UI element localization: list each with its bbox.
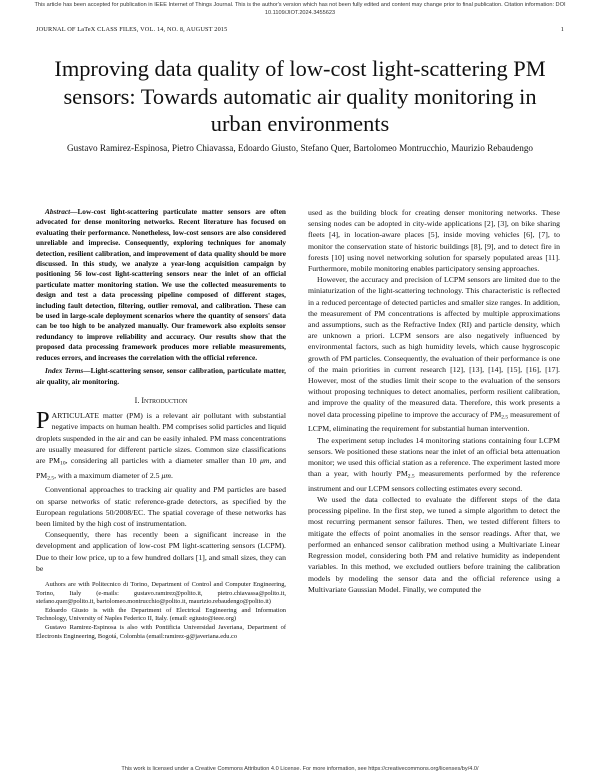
lead-caps: ARTICULATE	[51, 411, 99, 421]
author-list: Gustavo Ramirez-Espinosa, Pietro Chiavassa, Edoardo Giusto, Stefano Quer, Bartolomeo Montrucchio, Maurizio Rebaudengo	[66, 143, 534, 153]
page-number: 1	[560, 26, 564, 33]
body-paragraph: The experiment setup includes 14 monitoring stations containing four LCPM sensors. We positioned these stations near the inlet of an official beta attenuation monitor; we used this official station as a reference. The experiment lasted more than a year, with hourly $PM_{2.5}$ measurements performed by the reference instrument and our LCPM sensors collecting estimates every second.	[308, 435, 560, 493]
footnote: Edoardo Giusto is with the Department of Electrical Engineering and Information Technology, University of Naples Federico II, Italy. (email: egiusto@ieee.org)	[36, 606, 286, 623]
right-column	[308, 207, 560, 595]
index-terms-text: —Light-scattering sensor, sensor calibration, particulate matter, air quality, air monitoring.	[36, 366, 286, 386]
journal-name: JOURNAL OF LaTeX CLASS FILES, VOL. 14, NO. 8, AUGUST 2015	[36, 26, 228, 33]
intro-paragraph-2: Conventional approaches to tracking air quality and PM particles are based on sparse networks of static reference-grade detectors, as specified by the European regulations 50/2008/EC. The spatial coverage of these networks has been limited by the high cost of instrumentation.	[36, 485, 286, 528]
section-heading: I. Introduction	[134, 395, 188, 405]
index-terms	[36, 366, 286, 387]
license-notice: This work is licensed under a Creative Commons Attribution 4.0 License. For more information, see https://creativecommons.org/licenses/by/4.0/	[121, 766, 479, 772]
footnote: Authors are with Politecnico di Torino, Department of Control and Computer Engineering, Torino, Italy (e-mails: gustavo.ramirez@polito.it, pietro.chiavassa@polito.it, stefano.quer@polito.it, bartolomeo.montrucchio@polito.it, maurizio.rebaudengo@polito.it)	[36, 580, 286, 606]
body-paragraph: used as the building block for creating denser monitoring networks. These sensing nodes can be adopted in city-wide applications [2], [3], on bike sharing fleets [4], in location-aware places [5], inside moving vehicles [6], [7], to monitor the conservation state of historic buildings [8], [9], and to detect fire in forests [10] using novel networking solution for sparsely populated areas [11]. Furthermore, mobile monitoring enables participatory sensing approaches.	[308, 208, 560, 274]
abstract-label: Abstract	[45, 207, 71, 216]
intro-paragraph-3: Consequently, there has recently been a significant increase in the development and application of low-cost PM light-scattering sensors (LCPM). Due to their low price, up to a few hundred dollars [1], and small sizes, they can be	[36, 530, 286, 573]
abstract	[36, 207, 286, 363]
index-terms-label: Index Terms	[45, 366, 84, 376]
footnote: Gustavo Ramirez-Espinosa is also with Pontificia Universidad Javeriana, Department of Electronis Engineering, Bogotá, Colombia (email:ramirez-g@javeriana.edu.co	[36, 623, 286, 640]
paper-title: Improving data quality of low-cost light-scattering PM sensors: Towards automatic air quality monitoring in urban environments	[54, 56, 546, 136]
body-paragraph: However, the accuracy and precision of LCPM sensors are limited due to the miniaturization of the light-scattering technology. This characteristic is reflected in a reduced percentage of detected particles and smaller size ranges. In addition, the measurement of PM concentrations is affected by multiple approximations and assumptions, such as the Refractive Index (RI) and particle density, which are unknown a priori. LCPM sensors are also negatively influenced by environmental factors, such as high humidity levels, which cause hygroscopic growth of PM particles. Consequently, the evaluation of their performance is one of the main priorities in current research [12], [13], [14], [15], [16], [17]. However, most of the studies limit their scope to the evaluation of the sensors without proposing techniques to detect anomalies, perform resilient calibration, and improve the quality of the measured data. Therefore, this work presents a novel data processing pipeline to improve the accuracy of $PM_{2.5}$ measurement of LCPM, eliminating the requirement for substantial human intervention.	[308, 275, 560, 434]
intro-paragraph-1: PARTICULATE matter (PM) is a relevant air pollutant with substantial negative impacts on human health. PM comprises solid particles and liquid droplets suspended in the air and can be easily inhaled. PM mass concentrations are usually measured for different particle sizes. Common size classifications are $PM_{10}$, considering all particles with a diameter smaller than 10 μm, and $PM_{2.5}$, with a maximum diameter of 2.5 μm.	[36, 407, 286, 482]
running-header	[36, 26, 564, 33]
abstract-text: —Low-cost light-scattering particulate matter sensors are often advocated for dense monitoring networks. Recent literature has focused on evaluating their performance. Nonetheless, low-cost sensors are also considered unreliable and imprecise. Consequently, exploring techniques for anomaly detection, resilient calibration, and improvement of data quality should be more discussed. In this study, we analyze a year-long acquisition campaign by positioning 56 low-cost light-scattering sensors near the inlet of an official particulate matter monitoring station. We use the collected measurements to design and test a data processing pipeline composed of different stages, including fault detection, filtering, outlier removal, and calibration. These can be used in large-scale deployment scenarios where the quantity of sensors' data can be too high to be analyzed manually. Our framework also exploits sensor redundancy to improve reliability and accuracy. Our results show that the proposed data processing framework produces more reliable measurements, reduces errors, and increases the correlation with the official reference.	[36, 207, 286, 362]
footnotes	[36, 581, 286, 641]
drop-cap: P	[36, 407, 50, 435]
publication-notice: This article has been accepted for publication in IEEE Internet of Things Journal. This is the author's version which has not been fully edited and content may change prior to final publication. Citation information: DOI 10.1109/JIOT.2024.3455623	[34, 2, 566, 16]
body-paragraph: We used the data collected to evaluate the different steps of the data processing pipeline. In the first step, we tuned a simple algorithm to detect the most recurring permanent sensor failures. Then, we tested different filters to mitigate the effects of point anomalies in the sensor readings. After that, we performed an enhanced sensor calibration method using a Multivariate Linear Regression model, considering both PM and relative humidity as independent variables. In this method, we excluded outliers before training the calibration models by modeling the sensor data and the official reference using a Multivariate Gaussian Model. Finally, we computed the	[308, 495, 560, 594]
left-column	[36, 207, 286, 641]
